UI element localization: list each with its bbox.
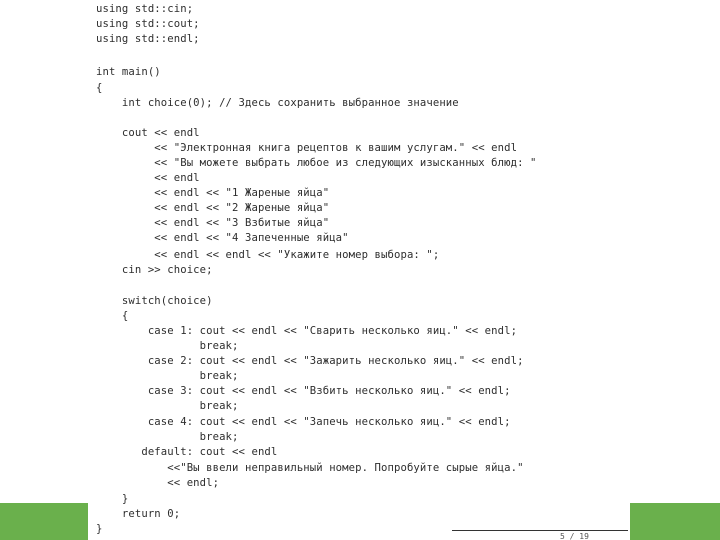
page-number: 5 / 19 [560, 532, 589, 540]
accent-bar-right [630, 503, 720, 540]
code-line: << "Вы можете выбрать любое из следующих изысканных блюд: " [96, 157, 537, 169]
footer-rule [452, 530, 628, 531]
accent-bar-left [0, 503, 88, 540]
code-line: << endl << "2 Жареные яйца" [96, 202, 330, 214]
code-line: using std::endl; [96, 33, 200, 45]
code-line: case 4: cout << endl << "Запечь несколько яиц." << endl; [96, 416, 511, 428]
code-line: using std::cout; [96, 18, 200, 30]
code-line: using std::cin; [96, 3, 194, 15]
code-line: int main() [96, 66, 161, 78]
code-line: } [96, 523, 103, 535]
code-line: { [96, 82, 103, 94]
code-line: << endl; [96, 477, 220, 489]
code-line: cout << endl [96, 127, 200, 139]
code-line: << endl << "3 Взбитые яйца" [96, 217, 330, 229]
code-line: break; [96, 370, 239, 382]
code-line: switch(choice) [96, 295, 213, 307]
code-line: break; [96, 400, 239, 412]
code-line: << endl << endl << "Укажите номер выбора: "; [96, 249, 440, 261]
code-line: break; [96, 431, 239, 443]
code-line: case 1: cout << endl << "Сварить несколько яиц." << endl; [96, 325, 518, 337]
code-line: case 2: cout << endl << "Зажарить несколько яиц." << endl; [96, 355, 524, 367]
code-line: { [96, 310, 129, 322]
code-line: << "Электронная книга рецептов к вашим услугам." << endl [96, 142, 518, 154]
code-line: <<"Вы ввели неправильный номер. Попробуйте сырые яйца." [96, 462, 524, 474]
code-line: << endl << "1 Жареные яйца" [96, 187, 330, 199]
code-line: << endl [96, 172, 200, 184]
code-line: int choice(0); // Здесь сохранить выбранное значение [96, 97, 459, 109]
code-listing [96, 2, 630, 538]
code-line: cin >> choice; [96, 264, 213, 276]
code-line: << endl << "4 Запеченные яйца" [96, 232, 349, 244]
code-line: } [96, 493, 129, 505]
code-line: return 0; [96, 508, 181, 520]
code-line: default: cout << endl [96, 446, 278, 458]
code-line: break; [96, 340, 239, 352]
code-line: case 3: cout << endl << "Взбить несколько яиц." << endl; [96, 385, 511, 397]
